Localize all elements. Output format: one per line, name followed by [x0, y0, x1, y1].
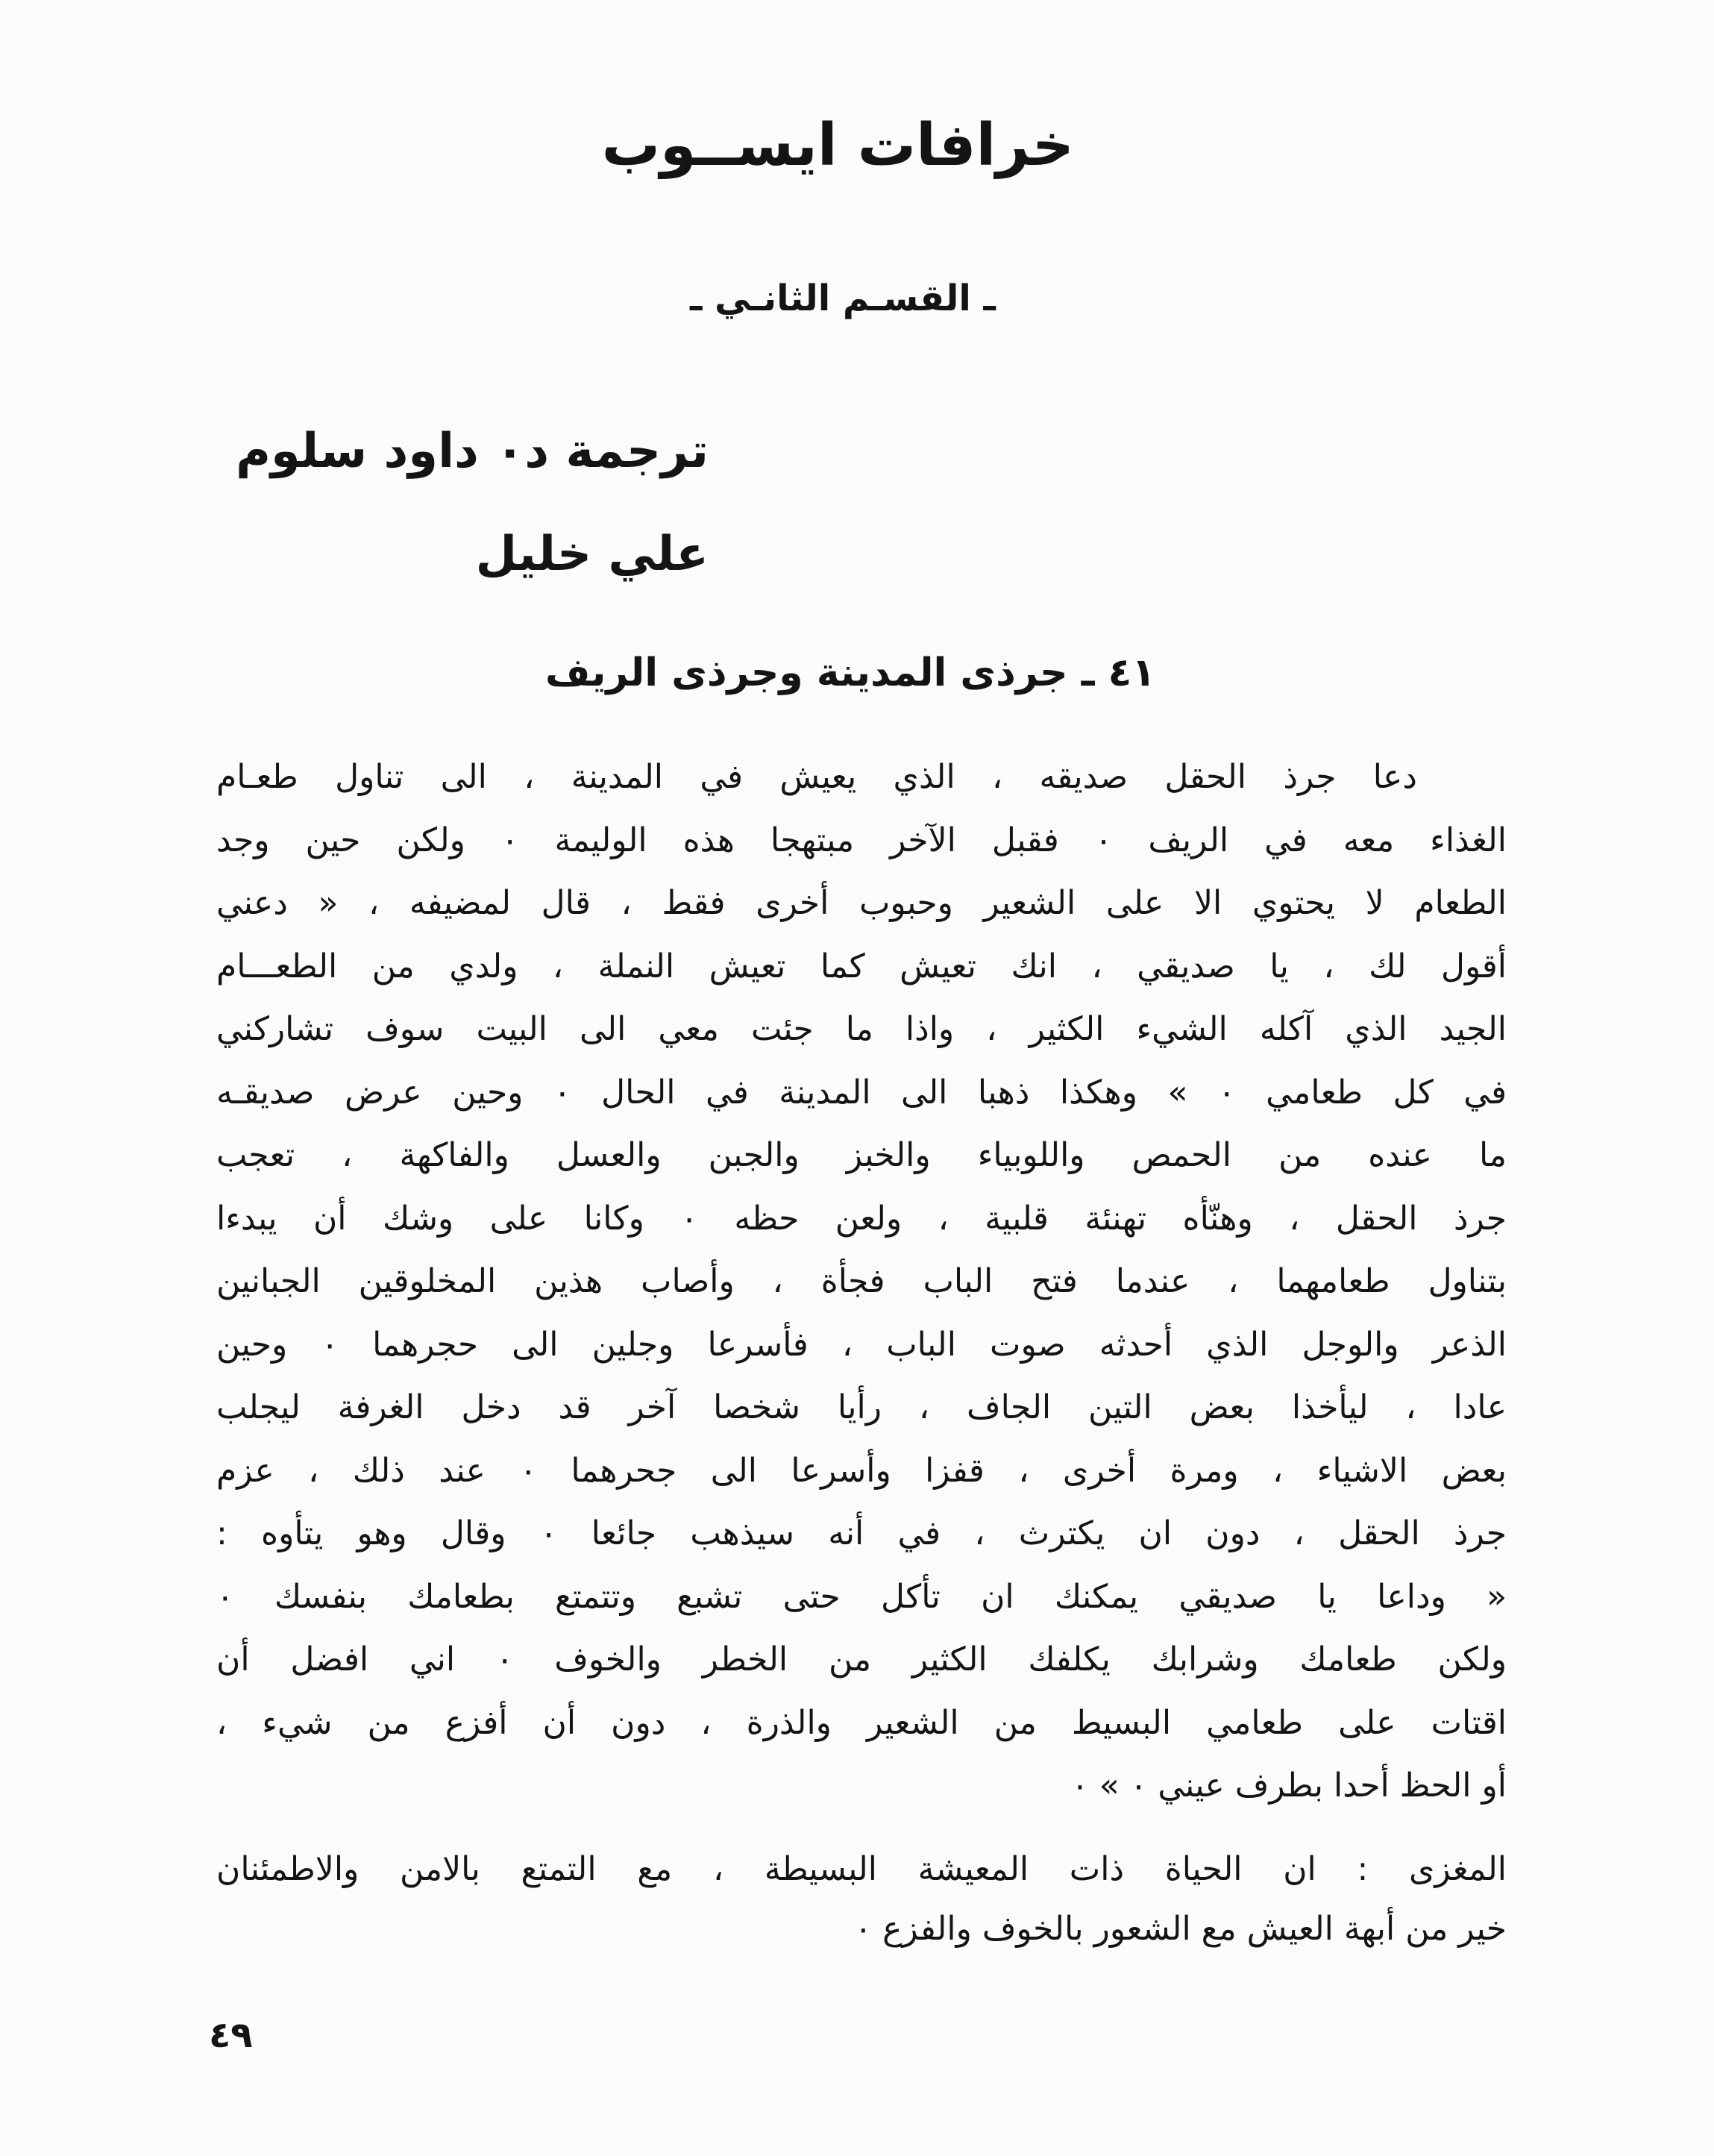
text-line: « وداعا يا صديقي يمكنك ان تأكل حتى تشبع وتتمتع بطعامك بنفسك ٠	[216, 1577, 1507, 1616]
text-line: بتناول طعامهما ، عندما فتح الباب فجأة ، وأصاب هذين المخلوقين الجبانين	[216, 1262, 1507, 1300]
text-line: الغذاء معه في الريف ٠ فقبل الآخر مبتهجا هذه الوليمة ٠ ولكن حين وجد	[216, 821, 1507, 859]
book-title: خرافات ايســوب	[601, 112, 1074, 179]
text-line: في كل طعامي ٠ » وهكذا ذهبا الى المدينة في الحال ٠ وحين عرض صديقـه	[216, 1073, 1507, 1112]
text-line: أقول لك ، يا صديقي ، انك تعيش كما تعيش النملة ، ولدي من الطعـــام	[216, 947, 1507, 985]
text-line: ولكن طعامك وشرابك يكلفك الكثير من الخطر والخوف ٠ اني افضل أن	[216, 1640, 1507, 1679]
text-line: أو الحظ أحدا بطرف عيني ٠ » ٠	[1071, 1767, 1507, 1805]
fable-moral	[216, 1840, 1507, 1959]
fable-title: ٤١ ـ جرذى المدينة وجرذى الريف	[544, 651, 1156, 695]
text-line: الجيد الذي آكله الشيء الكثير ، واذا ما جئت معي الى البيت سوف تشاركني	[216, 1010, 1507, 1048]
text-line: الطعام لا يحتوي الا على الشعير وحبوب أخرى فقط ، قال لمضيفه ، « دعني	[216, 884, 1507, 922]
text-line: الذعر والوجل الذي أحدثه صوت الباب ، فأسرعا وجلين الى حجرهما ٠ وحين	[216, 1325, 1507, 1364]
moral-line: المغزى : ان الحياة ذات المعيشة البسيطة ، مع التمتع بالامن والاطمئنان	[216, 1850, 1507, 1888]
fable-body	[216, 746, 1507, 1818]
text-line: دعا جرذ الحقل صديقه ، الذي يعيش في المدينة ، الى تناول طعـام	[216, 758, 1417, 796]
text-line: ما عنده من الحمص واللوبياء والخبز والجبن والعسل والفاكهة ، تعجب	[216, 1136, 1507, 1174]
section-label: ـ القسـم الثانـي ـ	[690, 278, 996, 319]
co-translator-line: علي خليل	[475, 527, 709, 582]
text-line: عادا ، ليأخذا بعض التين الجاف ، رأيا شخصا آخر قد دخل الغرفة ليجلب	[216, 1388, 1507, 1426]
text-line: بعض الاشياء ، ومرة أخرى ، قفزا وأسرعا الى جحرهما ٠ عند ذلك ، عزم	[216, 1451, 1507, 1490]
translator-line: ترجمة د٠ داود سلوم	[236, 424, 709, 479]
text-line: جرذ الحقل ، وهنّأه تهنئة قلبية ، ولعن حظه ٠ وكانا على وشك أن يبدءا	[216, 1199, 1507, 1238]
moral-line: خير من أبهة العيش مع الشعور بالخوف والفزع ٠	[854, 1910, 1507, 1948]
text-line: جرذ الحقل ، دون ان يكترث ، في أنه سيذهب جائعا ٠ وقال وهو يتأوه :	[216, 1514, 1507, 1552]
page-number: ٤٩	[209, 2014, 253, 2056]
text-line: اقتات على طعامي البسيط من الشعير والذرة ، دون أن أفزع من شيء ،	[216, 1703, 1507, 1742]
